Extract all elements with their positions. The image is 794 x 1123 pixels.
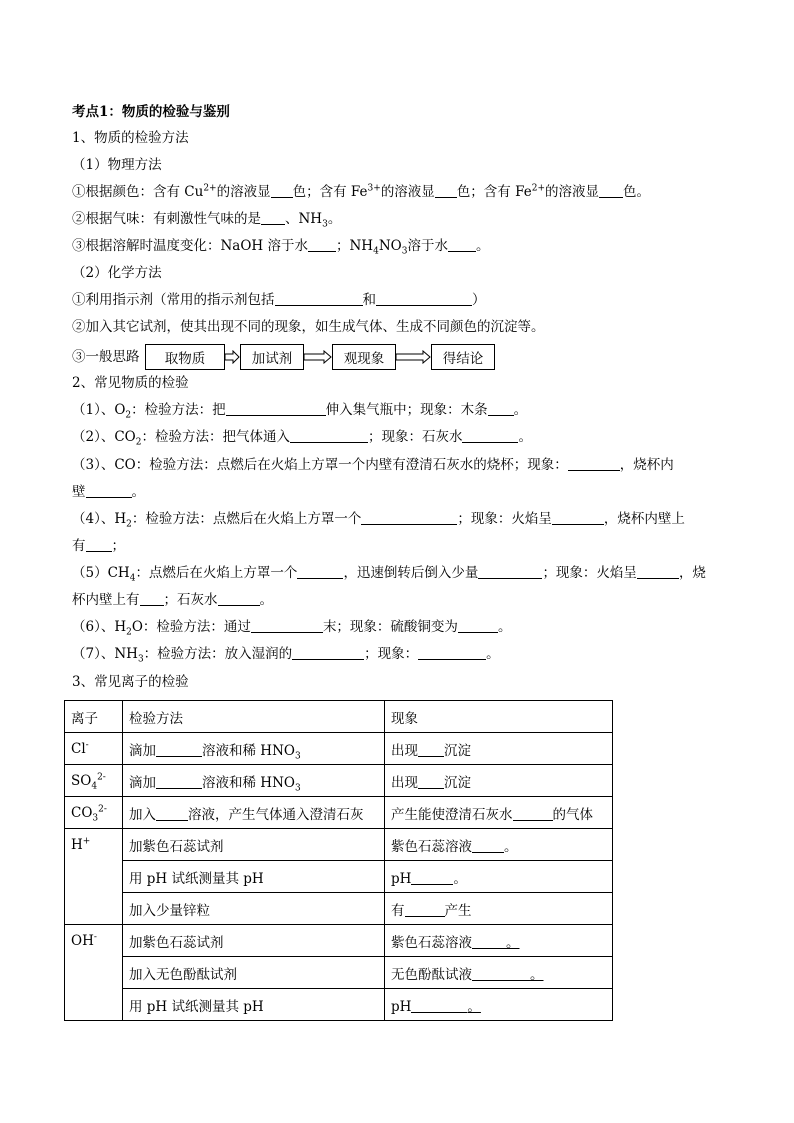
answer-blank[interactable] (218, 591, 260, 606)
phenomenon-cell: pH 。 (385, 861, 613, 893)
temperature-method-line: ③根据溶解时温度变化：NaOH 溶于水 ；$NH_4NO_3$溶于水 。 (72, 238, 490, 257)
answer-blank[interactable] (513, 806, 553, 821)
phenomenon-cell: 出现 沉淀 (385, 765, 613, 797)
method-cell: 加入 溶液，产生气体通入澄清石灰 (123, 797, 385, 829)
table-row (65, 861, 613, 893)
h2-test-line-cont: 有 ； (72, 538, 125, 554)
nh3-test-line: （7）、$NH_3$：检验方法：放入湿润的 ；现象： 。 (72, 646, 500, 665)
h2o-test-line: （6）、$H_2O$：检验方法：通过 末；现象：硫酸铜变为 。 (72, 619, 512, 638)
answer-blank[interactable] (418, 742, 444, 757)
phenomenon-cell: 紫色石蕊溶液 。 (385, 829, 613, 861)
co-test-line: （3）、CO：检验方法：点燃后在火焰上方罩一个内壁有澄清石灰水的烧杯；现象： ，烧杯内 (72, 457, 674, 473)
phenomenon-cell: pH 。 (385, 989, 613, 1021)
method-cell: 用 pH 试纸测量其 pH (123, 861, 385, 893)
o2-test-line: （1）、$O_2$：检验方法：把 伸入集气瓶中；现象：木条 。 (72, 402, 528, 421)
header-phenomenon: 现象 (385, 701, 613, 733)
answer-blank[interactable] (448, 237, 476, 252)
ion-test-table (64, 700, 613, 1021)
flow-step-reagent: 加试剂 (240, 344, 304, 370)
method-cell: 加紫色石蕊试剂 (123, 925, 385, 957)
answer-blank[interactable] (86, 483, 132, 498)
table-row (65, 765, 613, 797)
answer-blank[interactable] (275, 291, 363, 306)
answer-blank[interactable] (226, 401, 326, 416)
section-3-title: 3、常见离子的检验 (72, 674, 189, 690)
answer-blank[interactable] (411, 998, 467, 1013)
flow-step-observe: 观现象 (332, 344, 396, 370)
table-row (65, 733, 613, 765)
ion-cell: H+ (65, 829, 123, 925)
flow-step-take: 取物质 (145, 344, 225, 370)
section-1-title: 1、物质的检验方法 (72, 130, 189, 146)
answer-blank[interactable] (568, 456, 620, 471)
phenomenon-cell: 出现 沉淀 (385, 733, 613, 765)
answer-blank[interactable] (478, 564, 542, 579)
answer-blank[interactable] (637, 564, 679, 579)
chemical-method-title: （2）化学方法 (72, 265, 162, 281)
co-test-line-cont: 壁 。 (72, 484, 145, 500)
answer-blank[interactable] (297, 564, 343, 579)
answer-blank[interactable] (308, 237, 336, 252)
table-row (65, 957, 613, 989)
answer-blank[interactable] (462, 428, 518, 443)
right-arrow-icon (304, 350, 332, 364)
answer-blank[interactable] (271, 183, 293, 198)
smell-method-line: ②根据气味：有刺激性气味的是 、$NH_3$。 (72, 211, 342, 230)
physical-method-title: （1）物理方法 (72, 157, 162, 173)
answer-blank[interactable] (435, 183, 457, 198)
answer-blank[interactable] (156, 806, 188, 821)
table-row (65, 797, 613, 829)
phenomenon-cell: 无色酚酞试液 。 (385, 957, 613, 989)
flow-step-conclude: 得结论 (431, 344, 495, 370)
answer-blank[interactable] (458, 618, 498, 633)
right-arrow-icon (396, 350, 431, 364)
method-cell: 滴加 溶液和稀 $HNO_3$ (123, 733, 385, 765)
answer-blank[interactable] (251, 618, 323, 633)
answer-blank[interactable] (156, 774, 202, 789)
header-method: 检验方法 (123, 701, 385, 733)
ion-cell: OH- (65, 925, 123, 1021)
table-row (65, 829, 613, 861)
answer-blank[interactable] (418, 645, 486, 660)
answer-blank[interactable] (140, 591, 164, 606)
phenomenon-cell: 产生能使澄清石灰水 的气体 (385, 797, 613, 829)
answer-blank[interactable] (86, 537, 112, 552)
method-cell: 滴加 溶液和稀 $HNO_3$ (123, 765, 385, 797)
answer-blank[interactable] (261, 210, 285, 225)
answer-blank[interactable] (376, 291, 472, 306)
table-header-row (65, 701, 613, 733)
ion-cell: Cl- (65, 733, 123, 765)
section-2-title: 2、常见物质的检验 (72, 375, 189, 391)
answer-blank[interactable] (472, 934, 506, 949)
answer-blank[interactable] (361, 510, 457, 525)
answer-blank[interactable] (292, 645, 364, 660)
indicator-line: ①利用指示剂（常用的指示剂包括 和 ） (72, 292, 486, 308)
phenomenon-cell: 紫色石蕊溶液 。 (385, 925, 613, 957)
answer-blank[interactable] (552, 510, 604, 525)
answer-blank[interactable] (418, 774, 444, 789)
answer-blank[interactable] (599, 183, 623, 198)
ion-cell: $CO_3^{2-}$ (65, 797, 123, 829)
phenomenon-cell: 有 产生 (385, 893, 613, 925)
ch4-test-line-cont: 杯内壁上有 ；石灰水 。 (72, 592, 273, 608)
table-row (65, 925, 613, 957)
answer-blank[interactable] (156, 742, 202, 757)
table-row (65, 989, 613, 1021)
color-method-line: ①根据颜色：含有 $Cu^{2+}$的溶液显 色；含有 $Fe^{3+}$的溶液显 色；含有 $Fe^{2+}$的溶液显 色。 (72, 183, 651, 200)
section-heading: 考点1：物质的检验与鉴别 (72, 104, 230, 120)
reagent-line: ②加入其它试剂，使其出现不同的现象，如生成气体、生成不同颜色的沉淀等。 (72, 319, 545, 335)
answer-blank[interactable] (472, 838, 504, 853)
answer-blank[interactable] (488, 401, 514, 416)
ion-cell: $SO_4^{2-}$ (65, 765, 123, 797)
method-cell: 用 pH 试纸测量其 pH (123, 989, 385, 1021)
flow-label: ③一般思路 (72, 349, 140, 365)
answer-blank[interactable] (405, 902, 445, 917)
answer-blank[interactable] (290, 428, 368, 443)
answer-blank[interactable] (472, 966, 530, 981)
co2-test-line: （2）、$CO_2$：检验方法：把气体通入 ；现象：石灰水 。 (72, 429, 532, 448)
method-cell: 加入少量锌粒 (123, 893, 385, 925)
method-cell: 加紫色石蕊试剂 (123, 829, 385, 861)
method-cell: 加入无色酚酞试剂 (123, 957, 385, 989)
right-arrow-icon (225, 350, 240, 364)
table-row (65, 893, 613, 925)
h2-test-line: （4）、$H_2$：检验方法：点燃后在火焰上方罩一个 ；现象：火焰呈 ，烧杯内壁上 (72, 511, 685, 530)
answer-blank[interactable] (411, 870, 453, 885)
header-ion: 离子 (65, 701, 123, 733)
ch4-test-line: $(5)CH_4$：点燃后在火焰上方罩一个 ，迅速倒转后倒入少量 ；现象：火焰呈 ，烧 (72, 565, 706, 584)
